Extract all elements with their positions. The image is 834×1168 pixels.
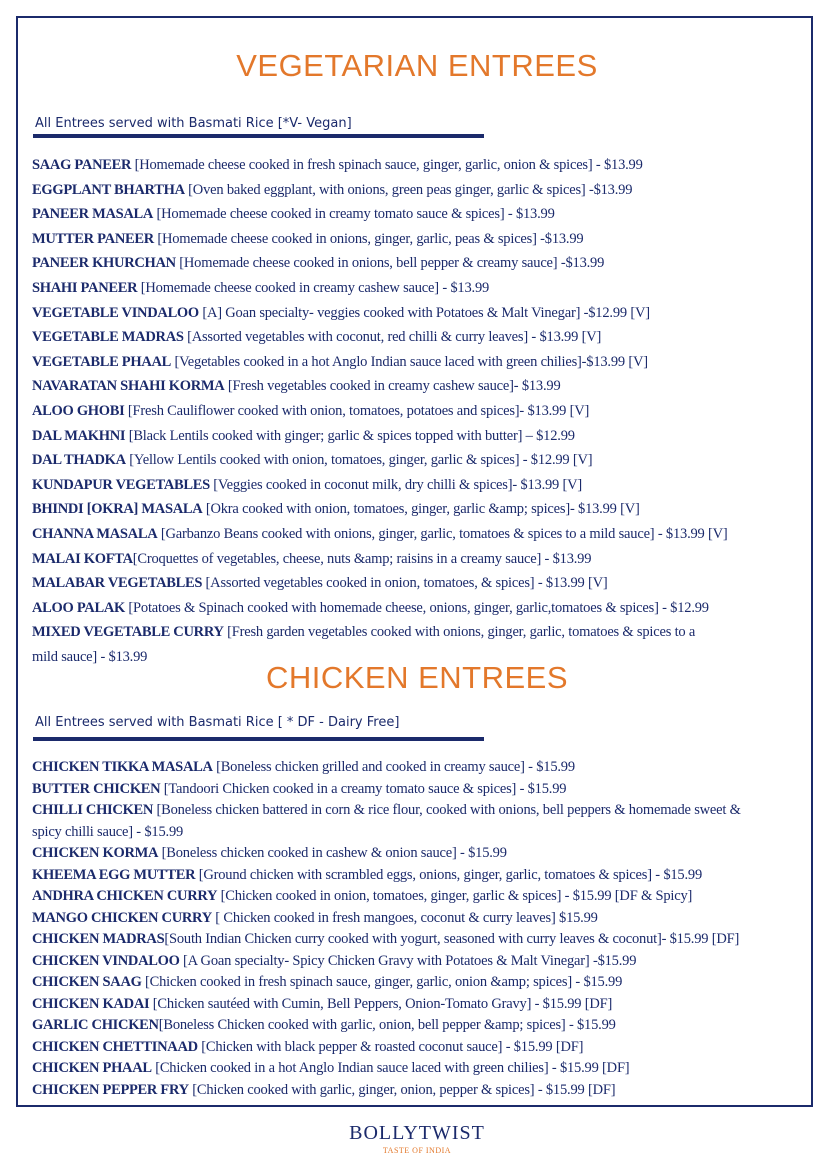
menu-item	[32, 325, 812, 350]
dish-description: [Black Lentils cooked with ginger; garlic & spices topped with butter] – $12.99	[125, 427, 575, 444]
chicken-subtitle: All Entrees served with Basmati Rice [ * DF - Dairy Free]	[35, 715, 400, 730]
dish-name: KHEEMA EGG MUTTER	[32, 866, 196, 883]
menu-item	[32, 994, 812, 1016]
menu-item	[32, 547, 812, 572]
dish-description: [Assorted vegetables cooked in onion, tomatoes, & spices] - $13.99 [V]	[202, 575, 608, 592]
dish-name: CHICKEN PHAAL	[32, 1060, 152, 1076]
dish-description: [Croquettes of vegetables, cheese, nuts &amp; raisins in a creamy sauce] - $13.99	[132, 550, 592, 567]
dish-description: [Chicken cooked with garlic, ginger, onion, pepper & spices] - $15.99 [DF]	[188, 1081, 616, 1098]
dish-description: [Vegetables cooked in a hot Anglo Indian sauce laced with green chilies]-$13.99 [V]	[171, 353, 648, 370]
dish-description: [A Goan specialty- Spicy Chicken Gravy with Potatoes & Malt Vinegar] -$15.99	[179, 952, 637, 969]
menu-item	[32, 800, 772, 843]
dish-name: VEGETABLE VINDALOO	[32, 304, 199, 321]
menu-item	[32, 350, 812, 375]
dish-description: [Boneless chicken battered in corn & rice flour, cooked with onions, bell peppers & homemade sweet & spicy chilli sauce] - $15.99	[32, 802, 741, 840]
dish-name: CHILLI CHICKEN	[32, 802, 154, 818]
menu-item	[32, 843, 812, 865]
dish-name: CHICKEN TIKKA MASALA	[32, 759, 213, 775]
dish-description: [Assorted vegetables with coconut, red chilli & curry leaves] - $13.99 [V]	[183, 329, 602, 346]
menu-item	[32, 757, 812, 779]
dish-description: [Homemade cheese cooked in onions, bell pepper & creamy sauce] -$13.99	[175, 255, 605, 272]
menu-item	[32, 951, 812, 973]
chicken-divider	[33, 737, 484, 741]
menu-item	[32, 1037, 812, 1059]
dish-name: GARLIC CHICKEN	[32, 1017, 159, 1033]
menu-item	[32, 929, 812, 951]
menu-item	[32, 399, 812, 424]
dish-name: MANGO CHICKEN CURRY	[32, 909, 212, 926]
dish-description: [Chicken sautéed with Cumin, Bell Peppers, Onion-Tomato Gravy] - $15.99 [DF]	[149, 995, 613, 1012]
dish-description: [Tandoori Chicken cooked in a creamy tomato sauce & spices] - $15.99	[160, 780, 567, 797]
chicken-title: CHICKEN ENTREES	[265, 660, 569, 695]
menu-item	[32, 227, 812, 252]
dish-name: CHICKEN SAAG	[32, 974, 142, 990]
dish-name: ALOO GHOBI	[32, 402, 125, 419]
dish-name: CHICKEN KADAI	[32, 995, 150, 1012]
dish-name: ANDHRA CHICKEN CURRY	[32, 888, 218, 904]
dish-name: KUNDAPUR VEGETABLES	[32, 476, 210, 493]
dish-name: BUTTER CHICKEN	[32, 780, 161, 797]
dish-description: [Fresh vegetables cooked in creamy cashew sauce]- $13.99	[224, 378, 561, 395]
dish-name: SHAHI PANEER	[32, 279, 138, 296]
menu-item	[32, 276, 812, 301]
dish-name: MALABAR VEGETABLES	[32, 575, 203, 592]
vegetarian-subtitle: All Entrees served with Basmati Rice [*V- Vegan]	[35, 116, 352, 131]
menu-item	[32, 908, 812, 930]
menu-item	[32, 202, 812, 227]
dish-description: [Homemade cheese cooked in creamy tomato sauce & spices] - $13.99	[153, 206, 555, 223]
menu-item	[32, 886, 812, 908]
menu-item	[32, 251, 812, 276]
menu-item	[32, 301, 812, 326]
dish-name: MUTTER PANEER	[32, 230, 154, 247]
dish-description: [Oven baked eggplant, with onions, green peas ginger, garlic & spices] -$13.99	[184, 181, 633, 198]
menu-item	[32, 473, 812, 498]
menu-item	[32, 571, 812, 596]
dish-description: [Boneless chicken grilled and cooked in creamy sauce] - $15.99	[212, 759, 575, 775]
dish-name: MIXED VEGETABLE CURRY	[32, 624, 224, 641]
dish-description: [A] Goan specialty- veggies cooked with Potatoes & Malt Vinegar] -$12.99 [V]	[198, 304, 650, 321]
menu-item	[32, 522, 812, 547]
dish-description: [ Chicken cooked in fresh mangoes, coconut & curry leaves] $15.99	[211, 909, 598, 926]
menu-item	[32, 1015, 812, 1037]
menu-item	[32, 153, 812, 178]
dish-description: [South Indian Chicken curry cooked with yogurt, seasoned with curry leaves & coconut]- $15.99 [DF]	[164, 931, 740, 947]
dish-description: [Fresh garden vegetables cooked with onions, ginger, garlic, tomatoes & spices to a mild sauce] - $13.99	[32, 624, 696, 665]
vegetarian-list	[32, 153, 812, 669]
dish-description: [Veggies cooked in coconut milk, dry chilli & spices]- $13.99 [V]	[209, 476, 583, 493]
dish-name: CHANNA MASALA	[32, 525, 158, 542]
dish-description: [Potatoes & Spinach cooked with homemade cheese, onions, ginger, garlic,tomatoes & spices] - $12.99	[125, 599, 709, 616]
dish-name: CHICKEN PEPPER FRY	[32, 1081, 189, 1098]
dish-description: [Chicken cooked in fresh spinach sauce, ginger, garlic, onion &amp; spices] - $15.99	[141, 974, 623, 990]
dish-name: DAL MAKHNI	[32, 427, 126, 444]
chicken-list	[32, 757, 812, 1101]
dish-name: VEGETABLE MADRAS	[32, 329, 184, 346]
dish-description: [Okra cooked with onion, tomatoes, ginger, garlic &amp; spices]- $13.99 [V]	[202, 501, 640, 518]
menu-item	[32, 1080, 812, 1102]
dish-description: [Fresh Cauliflower cooked with onion, tomatoes, potatoes and spices]- $13.99 [V]	[124, 402, 590, 419]
dish-name: CHICKEN KORMA	[32, 845, 159, 861]
dish-name: MALAI KOFTA	[32, 550, 133, 567]
menu-item	[32, 1058, 812, 1080]
menu-item	[32, 424, 812, 449]
dish-name: DAL THADKA	[32, 452, 126, 469]
menu-item	[32, 779, 812, 801]
menu-item	[32, 374, 812, 399]
dish-description: [Yellow Lentils cooked with onion, tomatoes, ginger, garlic & spices] - $12.99 [V]	[125, 452, 593, 469]
menu-item	[32, 178, 812, 203]
dish-description: [Homemade cheese cooked in onions, ginger, garlic, peas & spices] -$13.99	[153, 230, 584, 247]
dish-name: VEGETABLE PHAAL	[32, 353, 172, 370]
dish-name: BHINDI [OKRA] MASALA	[32, 501, 203, 518]
dish-name: NAVARATAN SHAHI KORMA	[32, 378, 225, 395]
dish-description: [Ground chicken with scrambled eggs, onions, ginger, garlic, tomatoes & spices] - $15.99	[195, 866, 703, 883]
dish-name: SAAG PANEER	[32, 157, 132, 173]
dish-description: [Boneless Chicken cooked with garlic, onion, bell pepper &amp; spices] - $15.99	[158, 1017, 616, 1033]
vegetarian-title: VEGETARIAN ENTREES	[236, 48, 598, 83]
dish-name: PANEER KHURCHAN	[32, 255, 176, 272]
menu-item	[32, 448, 812, 473]
dish-description: [Garbanzo Beans cooked with onions, ginger, garlic, tomatoes & spices to a mild sauce] - $13.99 [V]	[157, 525, 728, 542]
brand-tagline: TASTE OF INDIA	[382, 1146, 452, 1155]
menu-item	[32, 865, 812, 887]
brand-logo: BOLLYTWIST	[349, 1122, 485, 1144]
dish-description: [Chicken cooked in a hot Anglo Indian sauce laced with green chilies] - $15.99 [DF]	[151, 1060, 630, 1076]
dish-name: EGGPLANT BHARTHA	[32, 181, 185, 198]
dish-name: ALOO PALAK	[32, 599, 125, 616]
dish-description: [Chicken with black pepper & roasted coconut sauce] - $15.99 [DF]	[197, 1038, 584, 1055]
dish-name: PANEER MASALA	[32, 206, 154, 223]
dish-description: [Homemade cheese cooked in fresh spinach sauce, ginger, garlic, onion & spices] - $13.99	[131, 157, 643, 173]
menu-item	[32, 497, 812, 522]
dish-description: [Boneless chicken cooked in cashew & onion sauce] - $15.99	[158, 845, 507, 861]
vegetarian-divider	[33, 134, 484, 138]
dish-name: CHICKEN VINDALOO	[32, 952, 180, 969]
menu-item	[32, 972, 812, 994]
dish-description: [Homemade cheese cooked in creamy cashew sauce] - $13.99	[137, 279, 490, 296]
dish-description: [Chicken cooked in onion, tomatoes, ginger, garlic & spices] - $15.99 [DF & Spicy]	[217, 888, 693, 904]
dish-name: CHICKEN MADRAS	[32, 931, 165, 947]
dish-name: CHICKEN CHETTINAAD	[32, 1038, 198, 1055]
menu-item	[32, 596, 812, 621]
